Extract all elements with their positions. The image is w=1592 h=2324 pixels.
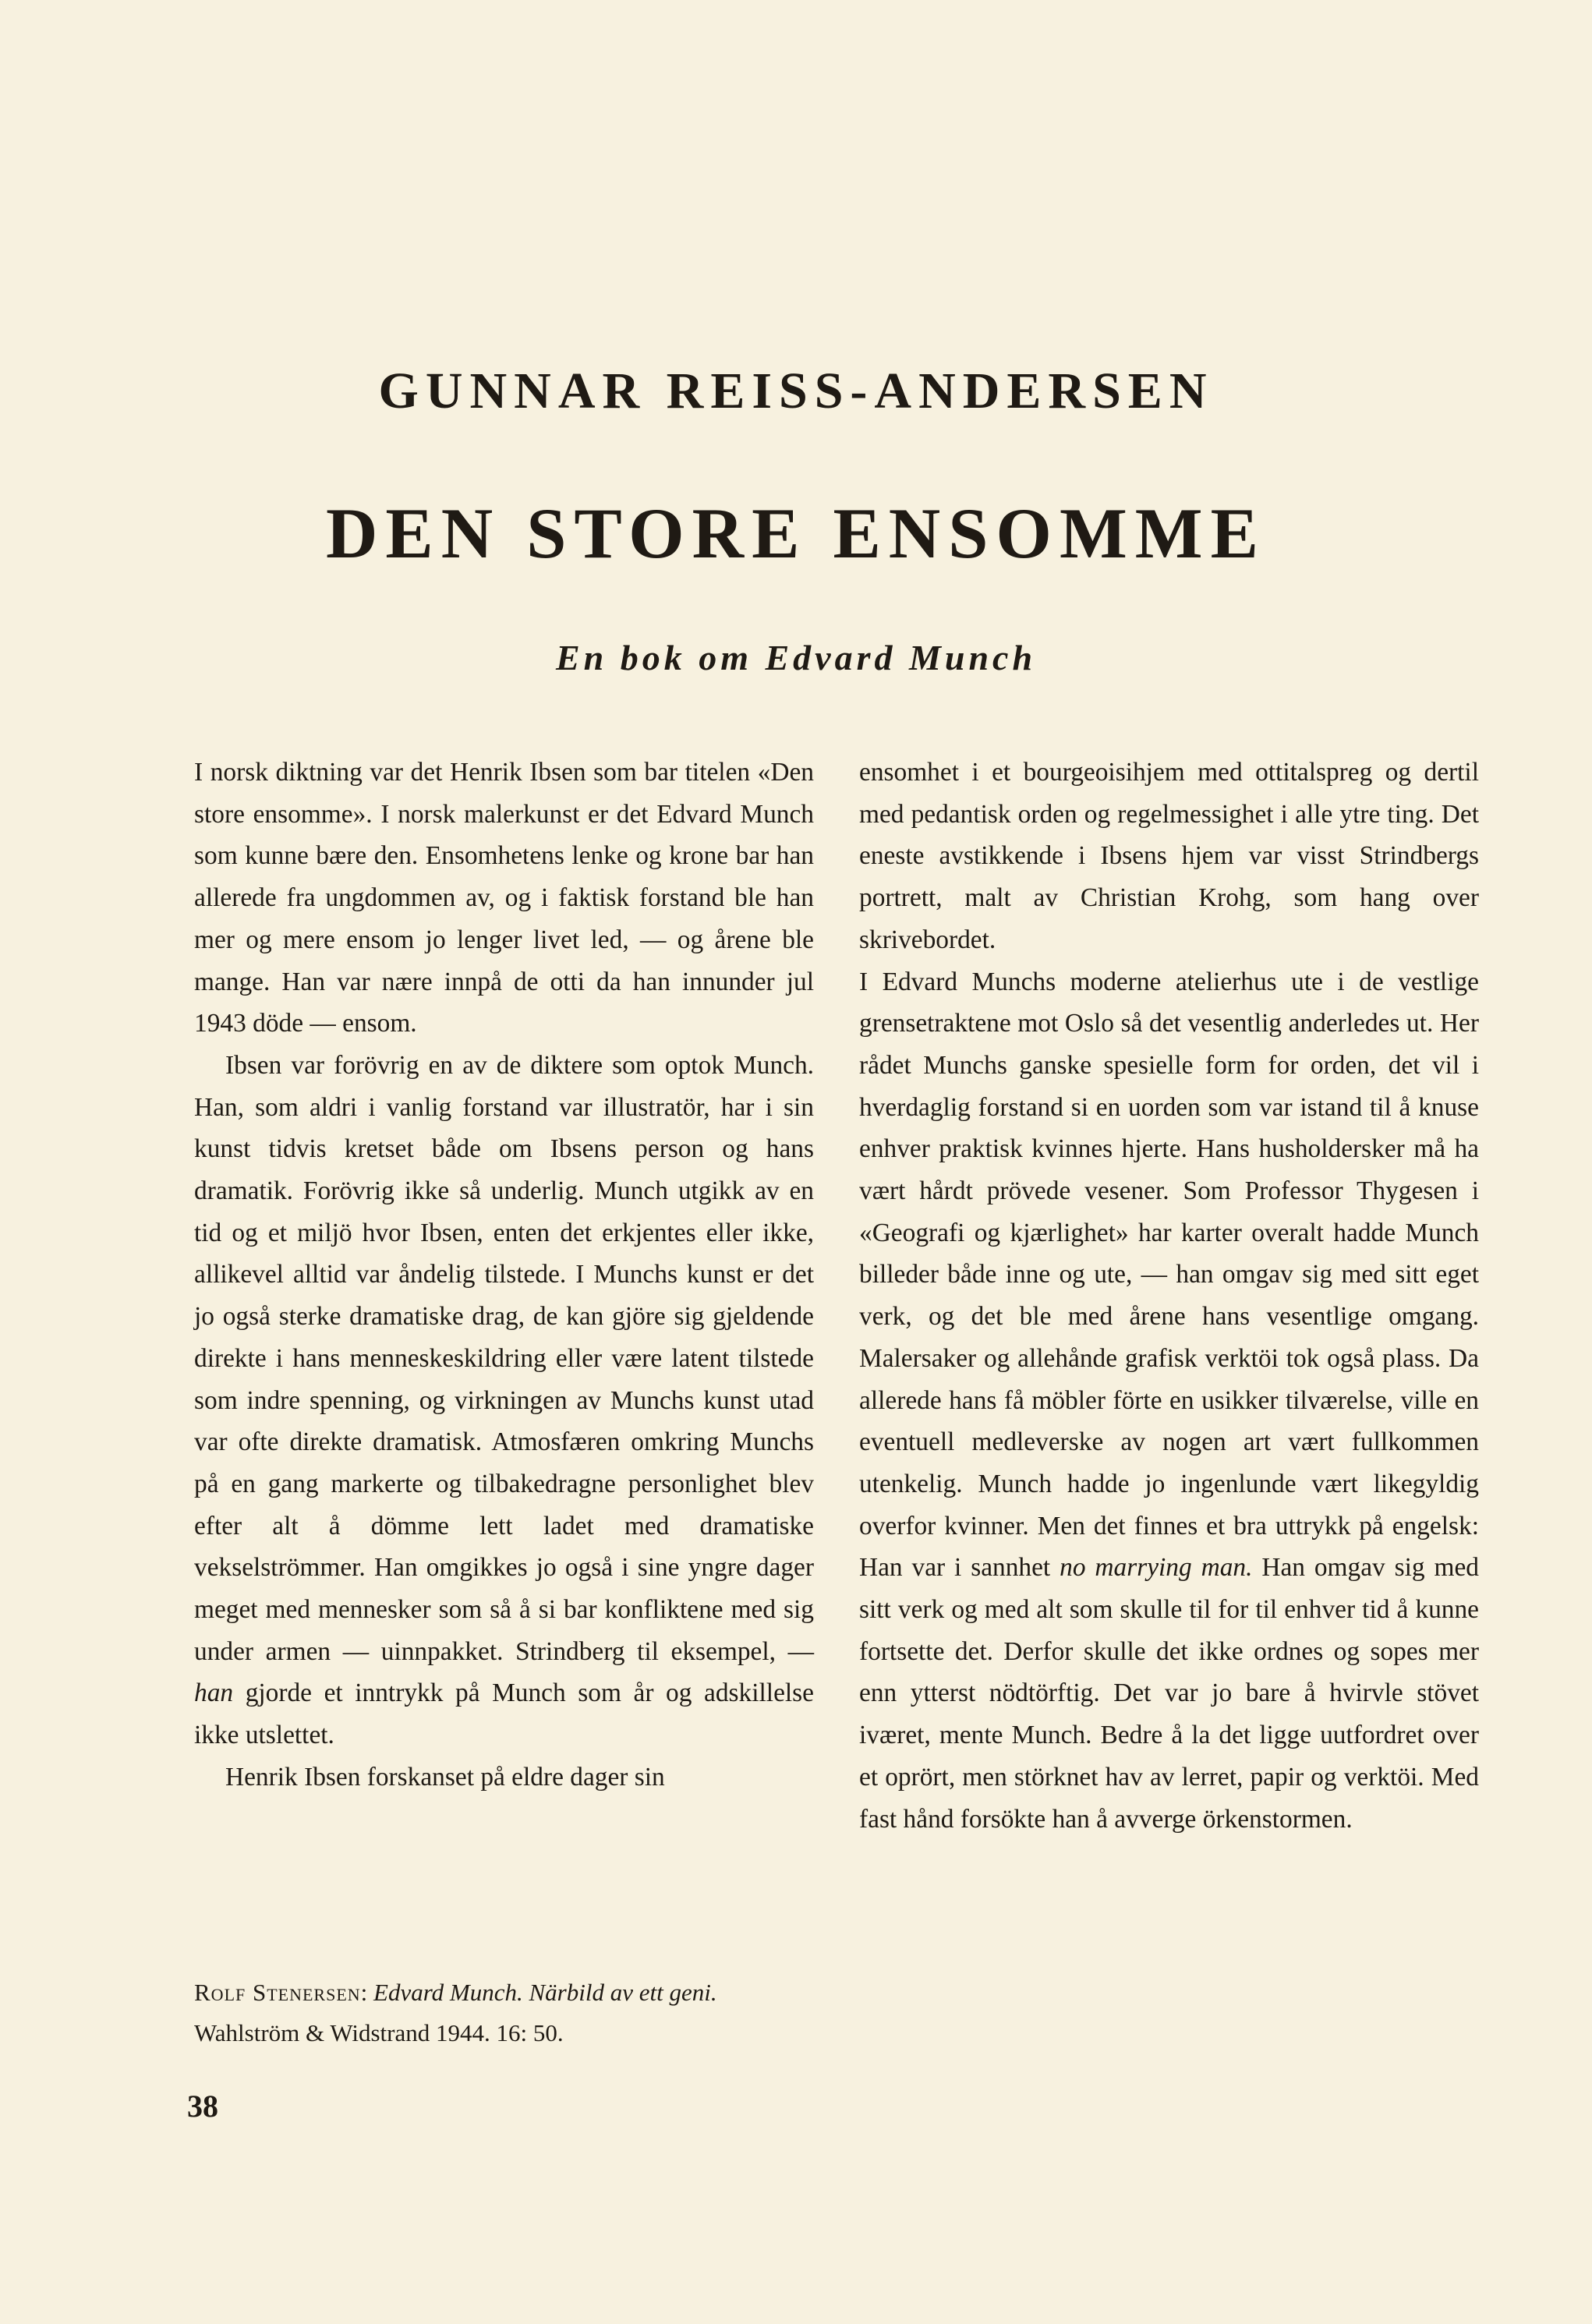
author-name: GUNNAR REISS-ANDERSEN — [378, 363, 1214, 419]
article-header — [0, 360, 1592, 680]
right-column — [859, 752, 1479, 1840]
paragraph — [194, 1045, 814, 1756]
emphasis-text: han — [194, 1678, 234, 1708]
citation-author: Rolf Stenersen — [194, 1979, 361, 2006]
citation-publisher: Wahlström & Widstrand 1944. 16: 50. — [194, 2019, 564, 2046]
left-column — [194, 752, 814, 1799]
paragraph-text: I Edvard Munchs moderne atelierhus ute i de vestlige grensetraktene mot Oslo så det vesentlig anderledes ut. Her rådet Munchs ganske spesielle form for orden, det vil i hverdaglig forstand si en uorden som var istand til å knuse enhver praktisk kvinnes hjerte. Hans husholdersker må ha vært hårdt prövede vesener. Som Professor Thygesen i «Geografi og kjærlighet» har karter overalt hadde Munch billeder både inne og ute, — han omgav sig med sitt eget verk, og det ble med årene hans vesentlige omgang. Malersaker og allehånde grafisk verktöi tok også plass. Da allerede hans få möbler förte en usikker tilværelse, ville en eventuell medleverske av nogen art vært fullkommen utenkelig. Munch hadde jo ingenlunde vært likegyldig overfor kvinner. Men det finnes et bra uttrykk på engelsk: Han var i sannhet — [859, 967, 1479, 1583]
page-number: 38 — [187, 2089, 218, 2124]
paragraph: Henrik Ibsen forskanset på eldre dager sin — [225, 1762, 665, 1792]
citation-footnote: Rolf Stenersen: Edvard Munch. Närbild av ett geni. Wahlström & Widstrand 1944. 16: 50. — [194, 1979, 717, 2046]
paragraph: ensomhet i et bourgeoisihjem med ottitalspreg og dertil med pedantisk orden og regelmessighet i alle ytre ting. Det eneste avstikkende i Ibsens hjem var visst Strindbergs portrett, malt av Christian Krohg, som hang over skrivebordet. — [859, 758, 1479, 954]
article-title: DEN STORE ENSOMME — [325, 493, 1267, 573]
paragraph-text: Ibsen var forövrig en av de diktere som optok Munch. Han, som aldri i vanlig forstand var illustratör, har i sin kunst tidvis kretset både om Ibsens person og hans dramatik. Forövrig ikke så underlig. Munch utgikk av en tid og et miljö hvor Ibsen, enten det erkjentes eller ikke, allikevel alltid var åndelig tilstede. I Munchs kunst er det jo også sterke dramatiske drag, de kan gjöre sig gjeldende direkte i hans menneskeskildring eller være latent tilstede som indre spenning, og virkningen av Munchs kunst utad var ofte direkte dramatisk. Atmosfæren omkring Munchs på en gang markerte og tilbakedragne personlighet blev efter alt å dömme lett ladet med dramatiske vekselströmmer. Han omgikkes jo også i sine yngre dager meget med mennesker som så å si bar konfliktene med sig under armen — uinnpakket. Strindberg til eksempel, — — [194, 1050, 814, 1666]
paragraph-text: gjorde et inntrykk på Munch som år og adskillelse ikke utslettet. — [194, 1678, 814, 1750]
citation-book: Edvard Munch. Närbild av ett geni. — [373, 1979, 717, 2006]
paragraph-text: Han omgav sig med sitt verk og med alt som skulle til for til enhver tid å kunne fortsette det. Derfor skulle det ikke ordnes og sopes mer enn ytterst nödtörftig. Det var jo bare å hvirvle stövet iværet, mente Munch. Bedre å la det ligge uutfordret over et oprört, men störknet hav av lerret, papir og verktöi. Med fast hånd forsökte han å avverge örkenstormen. — [859, 1553, 1479, 1834]
paragraph: I norsk diktning var det Henrik Ibsen som bar titelen «Den store ensomme». I norsk malerkunst er det Edvard Munch som kunne bære den. Ensomhetens lenke og krone bar han allerede fra ungdommen av, og i faktisk forstand ble han mer og mere ensom jo lenger livet led, — og årene ble mange. Han var nære innpå de otti da han innunder jul 1943 döde — ensom. — [194, 758, 814, 1038]
emphasis-text: no marrying man. — [1060, 1553, 1253, 1583]
article-subtitle: En bok om Edvard Munch — [555, 638, 1037, 677]
paragraph — [859, 961, 1479, 1841]
